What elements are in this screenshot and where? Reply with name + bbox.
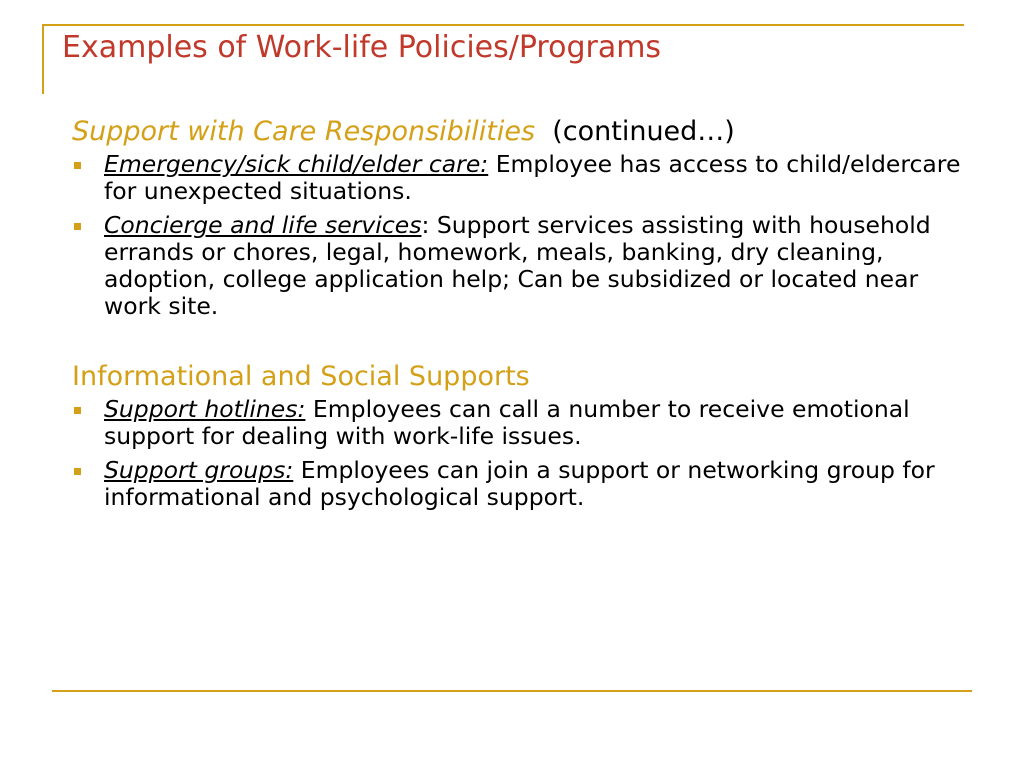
bullet-text: Employee has access to child/eldercare for unexpected situations. bbox=[104, 150, 961, 205]
bullet-item-concierge bbox=[72, 212, 972, 320]
section-heading-informational: Informational and Social Supports bbox=[72, 361, 530, 392]
bullet-item-emergency-care bbox=[72, 151, 972, 205]
section-heading-continued: (continued…) bbox=[552, 116, 735, 147]
square-bullet-icon bbox=[74, 223, 81, 230]
bullet-term: Support groups: bbox=[104, 456, 294, 484]
bullet-text: Support services assisting with household errands or chores, legal, homework, meals, banking, dry cleaning, adoption, college application help; Can be subsidized or located near work site. bbox=[104, 211, 931, 320]
bullet-term: Concierge and life services bbox=[104, 211, 422, 239]
bullet-term: Emergency/sick child/elder care: bbox=[104, 150, 489, 178]
square-bullet-icon bbox=[74, 162, 81, 169]
bullet-list-informational bbox=[72, 396, 972, 511]
bullet-text: Employees can call a number to receive emotional support for dealing with work-life issues. bbox=[104, 395, 910, 450]
footer-divider-line bbox=[52, 690, 972, 692]
slide-title: Examples of Work-life Policies/Programs bbox=[62, 30, 662, 65]
square-bullet-icon bbox=[74, 468, 81, 475]
bullet-term: Support hotlines: bbox=[104, 395, 306, 423]
section-heading-care bbox=[72, 116, 972, 147]
bullet-term-colon: : bbox=[421, 211, 430, 239]
bullet-item-hotlines bbox=[72, 396, 972, 450]
bullet-text: Employees can join a support or networking group for informational and psychological support. bbox=[104, 456, 935, 511]
bullet-list-care bbox=[72, 151, 972, 320]
frame-top-line bbox=[42, 24, 964, 26]
section-heading-care-text: Support with Care Responsibilities bbox=[72, 116, 536, 147]
bullet-item-groups bbox=[72, 457, 972, 511]
frame-left-line bbox=[42, 24, 44, 94]
square-bullet-icon bbox=[74, 407, 81, 414]
slide-content bbox=[72, 116, 972, 518]
